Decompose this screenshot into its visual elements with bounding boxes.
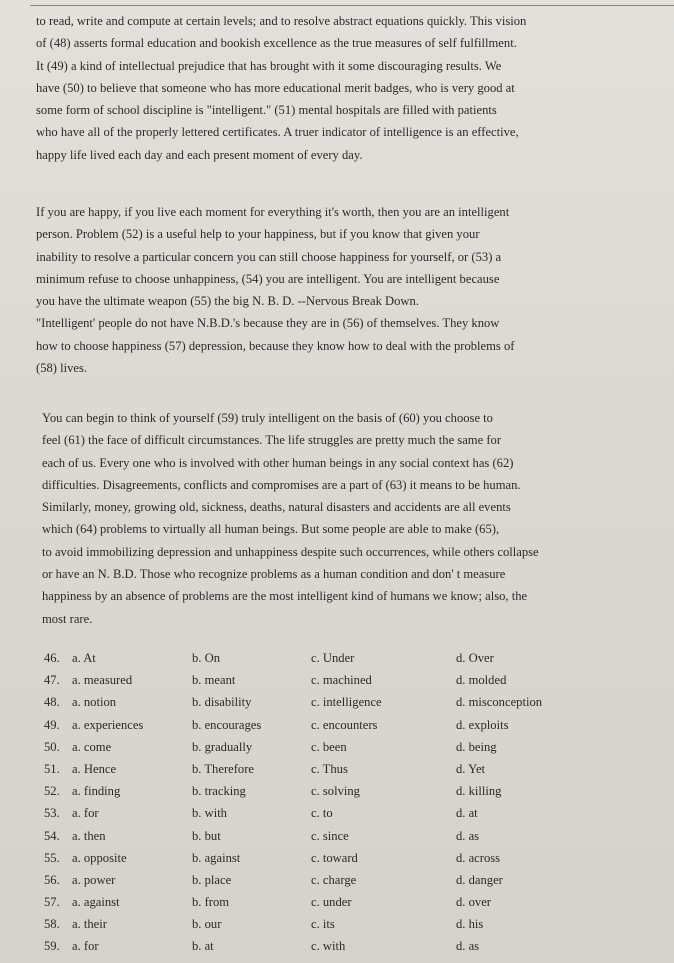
question-number: 53. (44, 806, 60, 821)
option-b: b. with (192, 806, 227, 821)
question-row (44, 829, 644, 851)
option-c: c. solving (311, 784, 360, 799)
option-c: c. to (311, 806, 333, 821)
option-b: b. place (192, 872, 232, 887)
option-d: d. his (456, 917, 484, 932)
option-c: c. machined (311, 673, 372, 688)
question-row (44, 895, 644, 917)
text-line: or have an N. B.D. Those who recognize problems as a human condition and don' t measure (42, 567, 506, 582)
option-c: c. Thus (311, 761, 348, 776)
text-line: "Intelligent' people do not have N.B.D.'s because they are in (56) of themselves. They know (36, 316, 500, 331)
text-line: most rare. (42, 611, 93, 626)
question-row (44, 939, 644, 961)
text-line: Similarly, money, growing old, sickness, deaths, natural disasters and accidents are all events (42, 500, 511, 515)
option-d: d. as (456, 828, 480, 843)
option-d: d. killing (456, 784, 502, 799)
option-b: b. disability (192, 695, 252, 710)
question-row (44, 718, 644, 740)
text-line: how to choose happiness (57) depression, because they know how to deal with the problems of (36, 338, 515, 353)
text-line: of (48) asserts formal education and bookish excellence as the true measures of self fulfillment. (36, 36, 517, 51)
question-row (44, 873, 644, 895)
question-number: 51. (44, 761, 60, 776)
question-row (44, 806, 644, 828)
option-a: a. power (72, 872, 116, 887)
option-a: a. their (72, 917, 107, 932)
option-d: d. being (456, 739, 497, 754)
option-c: c. encounters (311, 717, 378, 732)
option-c: c. intelligence (311, 695, 382, 710)
option-b: b. Therefore (192, 761, 255, 776)
passage-paragraph-3 (42, 407, 640, 630)
text-line: have (50) to believe that someone who has more educational merit badges, who is very good at (36, 80, 515, 95)
option-a: a. notion (72, 695, 117, 710)
option-d: d. exploits (456, 717, 509, 732)
question-number: 46. (44, 651, 60, 665)
question-row (44, 651, 644, 673)
option-c: c. since (311, 828, 349, 843)
option-a: a. against (72, 895, 120, 910)
option-a: a. for (72, 939, 99, 954)
question-row (44, 740, 644, 762)
option-b: b. tracking (192, 784, 246, 799)
option-a: a. finding (72, 784, 121, 799)
option-a: a. experiences (72, 717, 144, 732)
option-b: b. against (192, 850, 241, 865)
passage-paragraph-1 (36, 10, 640, 166)
text-line: inability to resolve a particular concern you can still choose happiness for yourself, or (53) a (36, 249, 502, 264)
option-b: b. gradually (192, 739, 253, 754)
option-d: d. Over (456, 651, 494, 665)
text-line: to avoid immobilizing depression and unhappiness despite such occurrences, while others collapse (42, 544, 539, 559)
top-rule (30, 5, 674, 6)
text-line: each of us. Every one who is involved with other human beings in any social context has (62) (42, 455, 514, 470)
option-a: a. measured (72, 673, 133, 688)
passage-paragraph-2 (36, 201, 640, 379)
question-row (44, 784, 644, 806)
option-b: b. from (192, 895, 230, 910)
text-line: You can begin to think of yourself (59) truly intelligent on the basis of (60) you choose to (42, 411, 493, 425)
option-c: c. under (311, 895, 352, 910)
option-d: d. danger (456, 872, 503, 887)
question-row (44, 762, 644, 784)
text-line: (58) lives. (36, 361, 88, 376)
text-line: feel (61) the face of difficult circumstances. The life struggles are pretty much the same for (42, 433, 502, 448)
question-number: 50. (44, 739, 60, 754)
option-b: b. our (192, 917, 222, 932)
option-a: a. Hence (72, 761, 117, 776)
option-c: c. Under (311, 651, 355, 665)
option-c: c. its (311, 917, 335, 932)
text-line: minimum refuse to choose unhappiness, (54) you are intelligent. You are intelligent because (36, 271, 500, 286)
text-line: If you are happy, if you live each moment for everything it's worth, then you are an intelligent (36, 205, 510, 219)
option-c: c. been (311, 739, 347, 754)
option-a: a. come (72, 739, 112, 754)
option-d: d. as (456, 939, 480, 954)
option-b: b. On (192, 651, 220, 665)
question-number: 57. (44, 895, 60, 910)
text-line: some form of school discipline is "intelligent." (51) mental hospitals are filled with patients (36, 103, 497, 118)
question-number: 48. (44, 695, 60, 710)
answer-options (44, 651, 644, 962)
question-row (44, 917, 644, 939)
option-c: c. with (311, 939, 346, 954)
option-d: d. Yet (456, 761, 486, 776)
question-row (44, 851, 644, 873)
text-line: happiness by an absence of problems are the most intelligent kind of humans we know; also, the (42, 589, 528, 604)
question-number: 56. (44, 872, 60, 887)
option-b: b. meant (192, 673, 236, 688)
text-line: which (64) problems to virtually all human beings. But some people are able to make (65), (42, 522, 500, 537)
option-d: d. molded (456, 673, 507, 688)
option-d: d. at (456, 806, 478, 821)
option-d: d. misconception (456, 695, 543, 710)
option-a: a. At (72, 651, 96, 665)
text-line: you have the ultimate weapon (55) the big N. B. D. --Nervous Break Down. (36, 294, 419, 309)
question-row (44, 673, 644, 695)
text-line: It (49) a kind of intellectual prejudice that has brought with it some discouraging results. We (36, 58, 502, 73)
option-d: d. across (456, 850, 501, 865)
option-b: b. but (192, 828, 221, 843)
question-number: 58. (44, 917, 60, 932)
question-row (44, 695, 644, 717)
question-number: 47. (44, 673, 60, 688)
text-line: person. Problem (52) is a useful help to your happiness, but if you know that given your (36, 227, 480, 242)
option-b: b. encourages (192, 717, 262, 732)
text-line: difficulties. Disagreements, conflicts and compromises are a part of (63) it means to be human. (42, 477, 521, 492)
question-number: 59. (44, 939, 60, 954)
option-a: a. opposite (72, 850, 127, 865)
option-d: d. over (456, 895, 491, 910)
question-number: 49. (44, 717, 60, 732)
option-b: b. at (192, 939, 214, 954)
option-a: a. for (72, 806, 99, 821)
question-number: 52. (44, 784, 60, 799)
option-a: a. then (72, 828, 106, 843)
text-line: happy life lived each day and each present moment of every day. (36, 147, 363, 162)
question-number: 55. (44, 850, 60, 865)
question-number: 54. (44, 828, 60, 843)
text-line: who have all of the properly lettered certificates. A truer indicator of intelligence is an effective, (36, 125, 519, 140)
text-line: to read, write and compute at certain levels; and to resolve abstract equations quickly. This vision (36, 14, 527, 28)
option-c: c. toward (311, 850, 358, 865)
option-c: c. charge (311, 872, 357, 887)
